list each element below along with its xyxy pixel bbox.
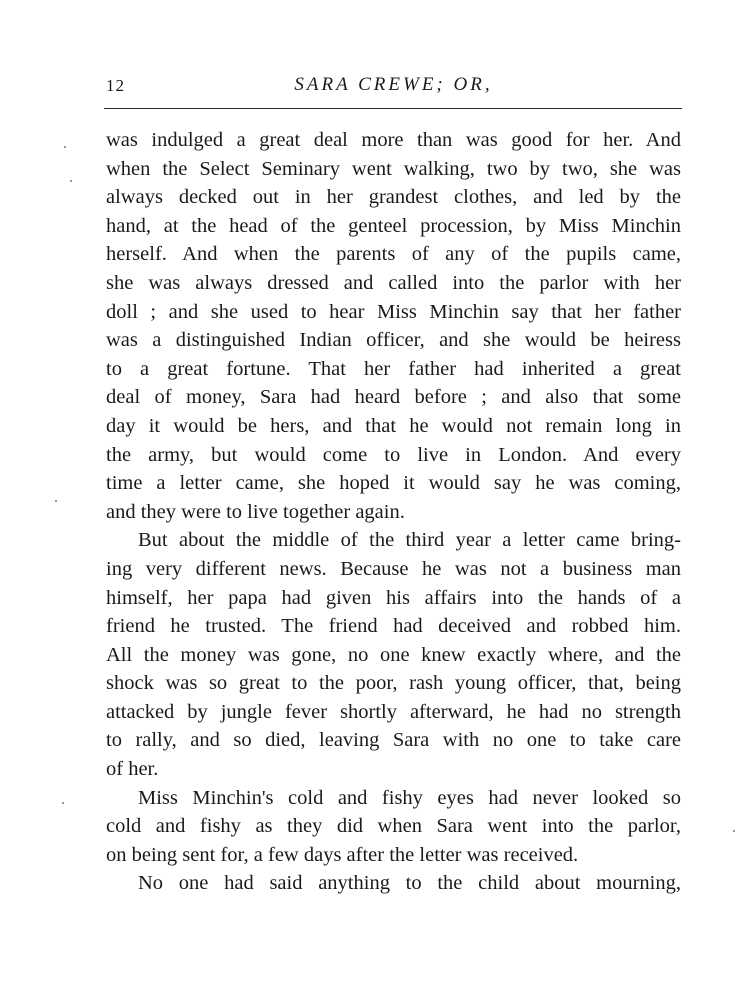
text-line: day it would be hers, and that he would not remain long in — [106, 414, 681, 437]
text-line: the army, but would come to live in London. And every — [106, 443, 681, 466]
text-line: to a great fortune. That her father had inherited a great — [106, 357, 681, 380]
text-line: doll ; and she used to hear Miss Minchin say that her father — [106, 300, 681, 323]
book-title: SARA CREWE; OR, — [294, 74, 493, 95]
text-line: on being sent for, a few days after the letter was received. — [106, 843, 579, 866]
text-line: All the money was gone, no one knew exactly where, and the — [106, 643, 681, 666]
running-head — [106, 74, 681, 104]
header-rule — [104, 108, 682, 109]
text-line: when the Select Seminary went walking, two by two, she was — [106, 157, 681, 180]
text-line: hand, at the head of the genteel procession, by Miss Minchin — [106, 214, 681, 237]
scan-speck — [70, 180, 72, 182]
scan-speck — [55, 500, 57, 502]
text-line: was indulged a great deal more than was good for her. And — [106, 129, 681, 151]
text-line: But about the middle of the third year a letter came bring- — [138, 529, 681, 552]
text-line: time a letter came, she hoped it would say he was coming, — [106, 472, 681, 495]
body-text — [106, 126, 681, 898]
text-line: himself, her papa had given his affairs into the hands of a — [106, 586, 681, 609]
page-number: 12 — [106, 76, 125, 95]
scan-speck — [733, 830, 735, 832]
text-line: to rally, and so died, leaving Sara with no one to take care — [106, 729, 681, 752]
text-line: herself. And when the parents of any of the pupils came, — [106, 243, 681, 266]
text-line: and they were to live together again. — [106, 500, 405, 523]
scan-speck — [62, 802, 64, 804]
text-line: friend he trusted. The friend had deceived and robbed him. — [106, 615, 681, 638]
text-line: she was always dressed and called into the parlor with her — [106, 271, 681, 294]
text-line: ing very different news. Because he was not a business man — [106, 557, 681, 580]
text-line: cold and fishy as they did when Sara went into the parlor, — [106, 815, 681, 838]
text-line: shock was so great to the poor, rash young officer, that, being — [106, 672, 681, 695]
text-line: deal of money, Sara had heard before ; and also that some — [106, 386, 681, 409]
text-line: attacked by jungle fever shortly afterward, he had no strength — [106, 700, 681, 723]
text-line: No one had said anything to the child about mourning, — [138, 872, 681, 895]
text-line: Miss Minchin's cold and fishy eyes had never looked so — [138, 786, 681, 809]
text-line: always decked out in her grandest clothes, and led by the — [106, 186, 681, 209]
scan-speck — [64, 146, 66, 148]
text-line: of her. — [106, 758, 159, 781]
text-line: was a distinguished Indian officer, and she would be heiress — [106, 329, 681, 352]
